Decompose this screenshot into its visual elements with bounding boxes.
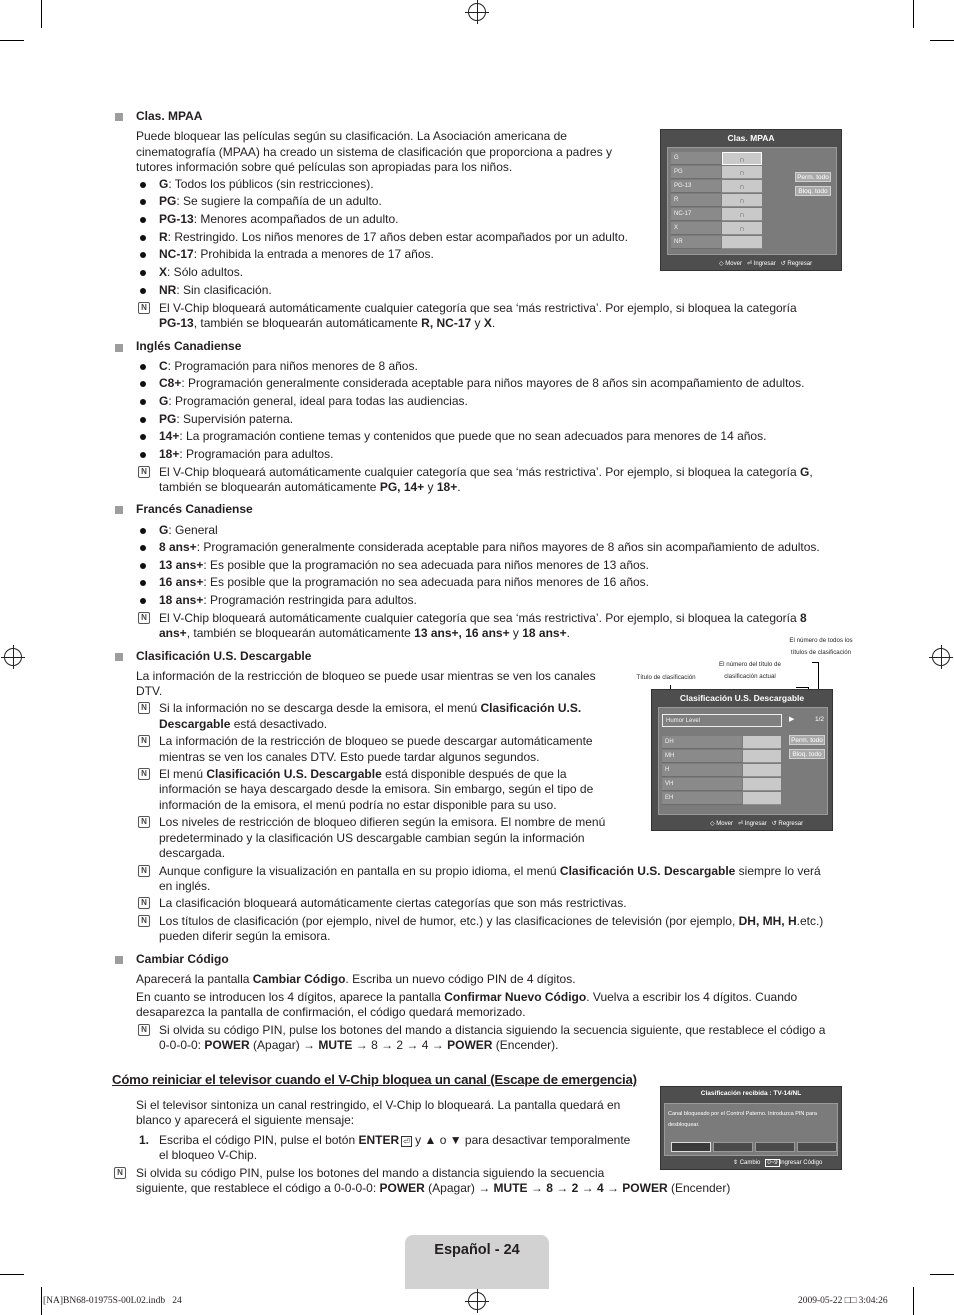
callout-label: El número del título de clasificación actual [719, 661, 781, 680]
note-line: El V-Chip bloqueará automáticamente cualquier categoría que sea ‘más restrictiva’. Por ejemplo, si bloquea la categoría G, [159, 465, 813, 479]
rating-row-label: MH [662, 750, 742, 763]
return-icon: ↺ [780, 261, 786, 267]
list-item: C8+: Programación generalmente considerada aceptable para niños mayores de 8 años sin acompañamiento de adultos. [159, 376, 805, 390]
crop-mark [0, 40, 24, 41]
callout-label: Título de clasificación [636, 674, 696, 681]
crop-mark [913, 1287, 914, 1315]
rating-row-label: VH [662, 778, 742, 791]
list-bullet [140, 217, 146, 223]
rating-row-label: DH [662, 736, 742, 749]
rating-row-label: PG [671, 166, 721, 179]
list-item: NC-17: Prohibida la entrada a menores de 17 años. [159, 247, 434, 261]
list-bullet [140, 452, 146, 458]
list-item: 18 ans+: Programación restringida para adultos. [159, 593, 417, 607]
note-line: Descargable está desactivado. [159, 717, 328, 731]
list-bullet [140, 434, 146, 440]
screen-title: Clasificación U.S. Descargable [679, 693, 805, 703]
note-line: Aunque configure la visualización en pantalla en su propio idioma, el menú Clasificación U.S. Descargable siempre lo verá [159, 864, 821, 878]
list-bullet [140, 381, 146, 387]
screen-footer: ◇ Mover ⏎ Ingresar ↺ Regresar [710, 821, 804, 827]
list-item: PG: Se sugiere la compañía de un adulto. [159, 194, 382, 208]
block-all-button[interactable]: Bloq. todo [795, 186, 831, 196]
paragraph-line: Puede bloquear las películas según su clasificación. La Asociación americana de [136, 129, 567, 143]
crop-mark [0, 1274, 24, 1275]
note-icon: N [138, 612, 150, 624]
rating-row-value[interactable] [722, 236, 762, 249]
list-item: G: Todos los públicos (sin restricciones). [159, 177, 374, 191]
pin-digit-field[interactable] [713, 1142, 753, 1152]
note-line: Los niveles de restricción de bloqueo difieren según la emisora. El nombre de menú [159, 815, 606, 829]
section-heading: Cómo reiniciar el televisor cuando el V-Chip bloquea un canal (Escape de emergencia) [112, 1072, 637, 1087]
step-number: 1. [139, 1133, 150, 1147]
list-bullet [140, 598, 146, 604]
lock-icon[interactable]: ∩ [722, 222, 762, 235]
section-bullet [115, 653, 123, 661]
list-bullet [140, 580, 146, 586]
print-date: 2009-05-22 □□ 3:04:26 [798, 1296, 888, 1306]
note-line: información de la emisora, el menú podría no estar disponible para su uso. [159, 798, 557, 812]
paragraph-line: La información de la restricción de bloqueo se puede usar mientras se ven los canales [136, 669, 596, 683]
note-line: descargada. [159, 846, 226, 860]
note-icon: N [138, 702, 150, 714]
note-icon: N [138, 865, 150, 877]
note-line: mientras se ven los canales DTV. Esto puede tardar algunos segundos. [159, 750, 540, 764]
list-bullet [140, 199, 146, 205]
list-item: PG-13: Menores acompañados de un adulto. [159, 212, 399, 226]
note-icon: N [138, 466, 150, 478]
screen-footer: ⇕ Cambio 0~9 Ingresar Código [733, 1160, 823, 1166]
callout-line [812, 662, 818, 663]
list-item: C: Programación para niños menores de 8 años. [159, 359, 418, 373]
section-heading: Cambiar Código [136, 952, 229, 966]
note-line: El V-Chip bloqueará automáticamente cualquier categoría que sea ‘más restrictiva’. Por ejemplo, si bloquea la categoría [159, 301, 797, 315]
crop-mark [930, 40, 954, 41]
list-item: R: Restringido. Los niños menores de 17 años deben estar acompañados por un adulto. [159, 230, 628, 244]
perm-all-button[interactable]: Perm. todo [789, 735, 825, 745]
rating-row-label: NR [671, 236, 721, 249]
list-bullet [140, 563, 146, 569]
list-bullet [140, 182, 146, 188]
move-icon: ◇ [710, 821, 715, 827]
section-heading: Francés Canadiense [136, 502, 253, 516]
note-line: también se bloquearán automáticamente PG, 14+ y 18+. [159, 480, 461, 494]
paragraph-line: En cuanto se introducen los 4 dígitos, aparece la pantalla Confirmar Nuevo Código. Vuelva a escribir los 4 dígitos. Cuando [136, 990, 798, 1004]
rating-row-label: R [671, 194, 721, 207]
screen-panel [658, 707, 828, 815]
registration-mark [932, 648, 950, 666]
paragraph-line: blanco y aparecerá el siguiente mensaje: [136, 1113, 355, 1127]
block-all-button[interactable]: Bloq. todo [789, 749, 825, 759]
pin-digit-field[interactable] [755, 1142, 795, 1152]
list-bullet [140, 364, 146, 370]
list-item: 8 ans+: Programación generalmente considerada aceptable para niños mayores de 8 años sin acompañamiento de adultos. [159, 540, 820, 554]
note-line: Los títulos de clasificación (por ejemplo, nivel de humor, etc.) y las clasificaciones de televisión (por ejemplo, DH, MH, H.etc.) [159, 914, 824, 928]
list-item: G: Programación general, ideal para todas las audiencias. [159, 394, 468, 408]
downloadable-screen [651, 689, 833, 831]
list-item: NR: Sin clasificación. [159, 283, 272, 297]
page-indicator: 1/2 [815, 716, 825, 723]
list-item: 16 ans+: Es posible que la programación no sea adecuada para niños menores de 16 años. [159, 575, 650, 589]
list-bullet [140, 528, 146, 534]
updown-icon: ⇕ [733, 1160, 739, 1166]
paragraph-line: cinematografía (MPAA) ha creado un sistema de clasificación que proporciona a padres y [136, 145, 613, 159]
note-line: Si olvida su código PIN, pulse los botones del mando a distancia siguiendo la secuencia siguiente, que restablece el código a [159, 1023, 826, 1037]
list-bullet [140, 252, 146, 258]
list-item: G: General [159, 523, 218, 537]
section-heading: Clasificación U.S. Descargable [136, 649, 312, 663]
note-line: Si la información no se descarga desde la emisora, el menú Clasificación U.S. [159, 701, 582, 715]
file-info: [NA]BN68-01975S-00L02.indb 24 [43, 1296, 182, 1306]
note-line: 0-0-0-0: POWER (Apagar) → MUTE → 8 → 2 → 4 → POWER (Encender). [159, 1038, 559, 1052]
lock-icon[interactable]: ∩ [722, 166, 762, 179]
note-icon: N [138, 735, 150, 747]
list-bullet [140, 288, 146, 294]
list-bullet [140, 399, 146, 405]
level-selector[interactable]: Humor Level [662, 714, 782, 727]
note-icon: N [114, 1167, 126, 1179]
section-bullet [115, 956, 123, 964]
enter-icon: ⏎ [737, 821, 744, 827]
note-line: El menú Clasificación U.S. Descargable está disponible después de que la [159, 767, 567, 781]
step-line: Escriba el código PIN, pulse el botón ENTER ⏎ y ▲ o ▼ para desactivar temporalmente [159, 1133, 631, 1147]
note-line: pueden diferir según la emisora. [159, 929, 331, 943]
screen-title: Clasificación recibida : TV-14/NL [700, 1090, 802, 1097]
list-item: 18+: Programación para adultos. [159, 447, 334, 461]
lock-icon[interactable]: ∩ [722, 152, 762, 165]
rating-row-value[interactable] [743, 764, 781, 777]
note-line: PG-13, también se bloquearán automáticamente R, NC-17 y X. [159, 316, 496, 330]
page-number: Español - 24 [434, 1242, 520, 1258]
registration-mark [468, 3, 486, 21]
list-item: X: Sólo adultos. [159, 265, 244, 279]
list-bullet [140, 545, 146, 551]
pin-digit-field[interactable] [671, 1142, 711, 1152]
note-line: información se haya descargado desde la emisora. Sin embargo, según el tipo de [159, 782, 594, 796]
rating-row-label: PG-13 [671, 180, 721, 193]
section-heading: Inglés Canadiense [136, 339, 242, 353]
crop-mark [41, 1287, 42, 1315]
rating-row-label: NC-17 [671, 208, 721, 221]
perm-all-button[interactable]: Perm. todo [795, 172, 831, 182]
paragraph-line: Si el televisor sintoniza un canal restringido, el V-Chip lo bloqueará. La pantalla quedará en [136, 1098, 621, 1112]
move-icon: ◇ [719, 261, 724, 267]
note-line: siguiente, que restablece el código a 0-0-0-0: POWER (Apagar) → MUTE → 8 → 2 → 4 → POWER (Encender) [136, 1181, 731, 1195]
crop-mark [41, 0, 42, 28]
rating-row-value[interactable] [743, 750, 781, 763]
callout-line [796, 687, 808, 688]
note-icon: N [138, 915, 150, 927]
note-line: ans+, también se bloquearán automáticamente 13 ans+, 16 ans+ y 18 ans+. [159, 626, 570, 640]
note-line: El V-Chip bloqueará automáticamente cualquier categoría que sea ‘más restrictiva’. Por ejemplo, si bloquea la categoría 8 [159, 611, 807, 625]
screen-panel [667, 147, 837, 255]
rating-row-value[interactable] [743, 736, 781, 749]
screen-panel [664, 1103, 838, 1156]
section-heading: Clas. MPAA [136, 109, 203, 123]
paragraph-line: desaparezca la pantalla de confirmación, el código quedará memorizado. [136, 1005, 526, 1019]
pin-screen [660, 1086, 842, 1170]
callout-label: El número de todos los títulos de clasificación [789, 637, 853, 656]
note-icon: N [138, 302, 150, 314]
note-line: Si olvida su código PIN, pulse los botones del mando a distancia siguiendo la secuencia [136, 1166, 605, 1180]
note-icon: N [138, 768, 150, 780]
mpaa-screen [660, 129, 842, 271]
note-icon: N [138, 1024, 150, 1036]
list-bullet [140, 270, 146, 276]
rating-row-label: G [671, 152, 721, 165]
list-item: PG: Supervisión paterna. [159, 412, 294, 426]
note-line: La clasificación bloqueará automáticamente ciertas categorías que son más restrictivas. [159, 896, 627, 910]
rating-row-value[interactable] [743, 792, 781, 805]
paragraph-line: DTV. [136, 684, 163, 698]
rating-row-label: EH [662, 792, 742, 805]
step-line: el bloqueo V-Chip. [159, 1148, 258, 1162]
crop-mark [930, 1274, 954, 1275]
note-line: en inglés. [159, 879, 211, 893]
screen-title: Clas. MPAA [727, 133, 775, 143]
lock-icon[interactable]: ∩ [722, 194, 762, 207]
rating-row-value[interactable] [743, 778, 781, 791]
paragraph-line: Aparecerá la pantalla Cambiar Código. Escriba un nuevo código PIN de 4 dígitos. [136, 972, 576, 986]
section-bullet [115, 344, 123, 352]
screen-footer: ◇ Mover ⏎ Ingresar ↺ Regresar [719, 261, 813, 267]
pin-digit-field[interactable] [797, 1142, 837, 1152]
note-line: La información de la restricción de bloqueo se puede descargar automáticamente [159, 734, 593, 748]
rating-row-label: H [662, 764, 742, 777]
list-bullet [140, 417, 146, 423]
lock-icon[interactable]: ∩ [722, 208, 762, 221]
arrow-right-icon[interactable]: ▶ [789, 716, 795, 723]
registration-mark [468, 1292, 486, 1310]
list-bullet [140, 235, 146, 241]
enter-icon: ⏎ [403, 1137, 410, 1146]
section-bullet [115, 113, 123, 121]
list-item: 14+: La programación contiene temas y contenidos que puede que no sean adecuados para menores de 14 años. [159, 429, 767, 443]
list-item: 13 ans+: Es posible que la programación no sea adecuada para niños menores de 13 años. [159, 558, 650, 572]
number-key-icon: 0~9 [767, 1160, 778, 1166]
blocked-message: Canal bloqueado por el Control Paterno. Introduzca PIN para desbloquear. [668, 1111, 817, 1128]
paragraph-line: tutores información sobre qué películas son apropiadas para los niños. [136, 160, 513, 174]
crop-mark [913, 0, 914, 28]
note-icon: N [138, 816, 150, 828]
note-line: predeterminado y la clasificación US descargable cambian según la información [159, 831, 585, 845]
rating-row-label: X [671, 222, 721, 235]
return-icon: ↺ [771, 821, 777, 827]
note-icon: N [138, 897, 150, 909]
section-bullet [115, 506, 123, 514]
glyph-box: □□ [844, 1296, 857, 1306]
enter-icon: ⏎ [746, 261, 753, 267]
registration-mark [4, 648, 22, 666]
lock-icon[interactable]: ∩ [722, 180, 762, 193]
